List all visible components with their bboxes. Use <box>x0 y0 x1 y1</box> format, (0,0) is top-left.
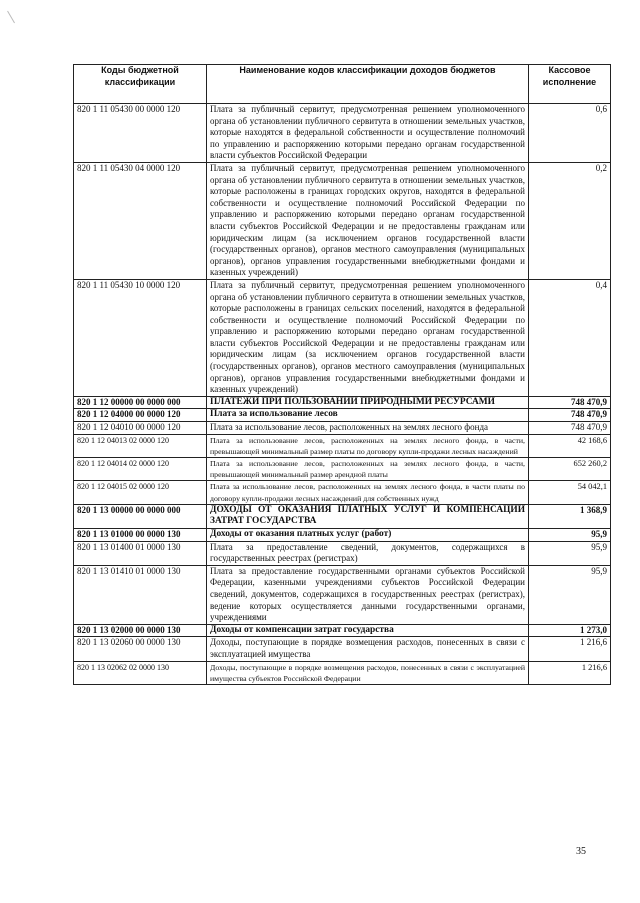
row-code: 820 1 12 04010 00 0000 120 <box>74 422 207 435</box>
row-amount: 0,6 <box>529 104 611 163</box>
page-number: 35 <box>576 846 586 857</box>
table-row <box>74 624 611 637</box>
row-name: Плата за публичный сервитут, предусмотренная решением уполномоченного органа об установлении публичного сервитута в отношении земельных участков, которые расположены в границах городских округов, находятся в федеральной собственности и осуществление полномочий Российской Федерации по управлению и распоряжению которыми передано органам государственной власти субъектов Российской Федерации и не предоставлены гражданам или юридическим лицам (за исключением органов государственной власти (государственных органов), органов местного самоуправления (муниципальных органов), органов управления государственными внебюджетными фондами и казенных учреждений) <box>207 162 529 279</box>
row-amount: 42 168,6 <box>529 434 611 457</box>
table-row <box>74 162 611 279</box>
table-row <box>74 422 611 435</box>
row-amount: 1 368,9 <box>529 504 611 528</box>
row-code: 820 1 12 04014 02 0000 120 <box>74 458 207 481</box>
table-row <box>74 104 611 163</box>
row-amount: 652 260,2 <box>529 458 611 481</box>
row-name: Плата за предоставление государственными органами субъектов Российской Федерации, казенными учреждениями субъектов Российской Федерации сведений, документов, содержащихся в государственных реестрах (регистрах), ведение которых осуществляется данными государственными органами, учреждениями <box>207 565 529 624</box>
table-row <box>74 279 611 396</box>
table-row <box>74 458 611 481</box>
table-header-row <box>74 65 611 104</box>
row-code: 820 1 12 04013 02 0000 120 <box>74 434 207 457</box>
row-amount: 1 273,0 <box>529 624 611 637</box>
row-code: 820 1 13 01000 00 0000 130 <box>74 529 207 542</box>
row-name: ПЛАТЕЖИ ПРИ ПОЛЬЗОВАНИИ ПРИРОДНЫМИ РЕСУРСАМИ <box>207 396 529 409</box>
row-amount: 95,9 <box>529 529 611 542</box>
row-amount: 95,9 <box>529 541 611 565</box>
row-amount: 95,9 <box>529 565 611 624</box>
row-amount: 748 470,9 <box>529 396 611 409</box>
row-code: 820 1 12 00000 00 0000 000 <box>74 396 207 409</box>
row-amount: 0,4 <box>529 279 611 396</box>
table-row <box>74 637 611 661</box>
row-name: ДОХОДЫ ОТ ОКАЗАНИЯ ПЛАТНЫХ УСЛУГ И КОМПЕНСАЦИИ ЗАТРАТ ГОСУДАРСТВА <box>207 504 529 528</box>
table-row <box>74 504 611 528</box>
table-row <box>74 529 611 542</box>
row-code: 820 1 12 04000 00 0000 120 <box>74 409 207 422</box>
table-row <box>74 565 611 624</box>
row-name: Доходы от компенсации затрат государства <box>207 624 529 637</box>
table-row <box>74 661 611 684</box>
table-row <box>74 481 611 504</box>
header-amount: Кассовое исполнение <box>529 65 611 104</box>
row-name: Доходы, поступающие в порядке возмещения расходов, понесенных в связи с эксплуатацией имущества <box>207 637 529 661</box>
row-code: 820 1 11 05430 00 0000 120 <box>74 104 207 163</box>
row-amount: 54 042,1 <box>529 481 611 504</box>
row-name: Плата за использование лесов, расположенных на землях лесного фонда, в части, превышающей минимальный размер арендной платы <box>207 458 529 481</box>
row-name: Плата за использование лесов <box>207 409 529 422</box>
scan-artifact <box>7 7 22 24</box>
row-amount: 748 470,9 <box>529 409 611 422</box>
row-amount: 748 470,9 <box>529 422 611 435</box>
row-name: Плата за использование лесов, расположенных на землях лесного фонда, в части, превышающей минимальный размер платы по договору купли-продажи лесных насаждений <box>207 434 529 457</box>
header-code: Коды бюджетной классификации <box>74 65 207 104</box>
row-code: 820 1 13 02062 02 0000 130 <box>74 661 207 684</box>
row-name: Доходы от оказания платных услуг (работ) <box>207 529 529 542</box>
table-row <box>74 434 611 457</box>
row-code: 820 1 11 05430 10 0000 120 <box>74 279 207 396</box>
row-name: Плата за предоставление сведений, документов, содержащихся в государственных реестрах (регистрах) <box>207 541 529 565</box>
row-code: 820 1 11 05430 04 0000 120 <box>74 162 207 279</box>
row-name: Плата за использование лесов, расположенных на землях лесного фонда <box>207 422 529 435</box>
row-code: 820 1 12 04015 02 0000 120 <box>74 481 207 504</box>
table-row <box>74 409 611 422</box>
table-body <box>74 104 611 685</box>
header-name: Наименование кодов классификации доходов бюджетов <box>207 65 529 104</box>
row-code: 820 1 13 02000 00 0000 130 <box>74 624 207 637</box>
budget-income-table <box>73 64 611 685</box>
row-amount: 1 216,6 <box>529 637 611 661</box>
row-name: Доходы, поступающие в порядке возмещения расходов, понесенных в связи с эксплуатацией имущества субъектов Российской Федерации <box>207 661 529 684</box>
row-code: 820 1 13 01410 01 0000 130 <box>74 565 207 624</box>
table-row <box>74 541 611 565</box>
row-code: 820 1 13 02060 00 0000 130 <box>74 637 207 661</box>
row-code: 820 1 13 00000 00 0000 000 <box>74 504 207 528</box>
row-amount: 0,2 <box>529 162 611 279</box>
row-name: Плата за публичный сервитут, предусмотренная решением уполномоченного органа об установлении публичного сервитута в отношении земельных участков, которые находятся в федеральной собственности и осуществление полномочий по управлению и распоряжению которыми передано органам государственной власти субъектов Российской Федерации <box>207 104 529 163</box>
row-amount: 1 216,6 <box>529 661 611 684</box>
table-row <box>74 396 611 409</box>
row-name: Плата за использование лесов, расположенных на землях лесного фонда, в части платы по договору купли-продажи лесных насаждений для собственных нужд <box>207 481 529 504</box>
row-code: 820 1 13 01400 01 0000 130 <box>74 541 207 565</box>
row-name: Плата за публичный сервитут, предусмотренная решением уполномоченного органа об установлении публичного сервитута в отношении земельных участков, которые расположены в границах сельских поселений, находятся в федеральной собственности и осуществление полномочий Российской Федерации по управлению и распоряжению которыми передано органам государственной власти субъектов Российской Федерации и не предоставлены гражданам или юридическим лицам (за исключением органов государственной власти (государственных органов), органов местного самоуправления (муниципальных органов), органов управления государственными внебюджетными фондами и казенных учреждений) <box>207 279 529 396</box>
